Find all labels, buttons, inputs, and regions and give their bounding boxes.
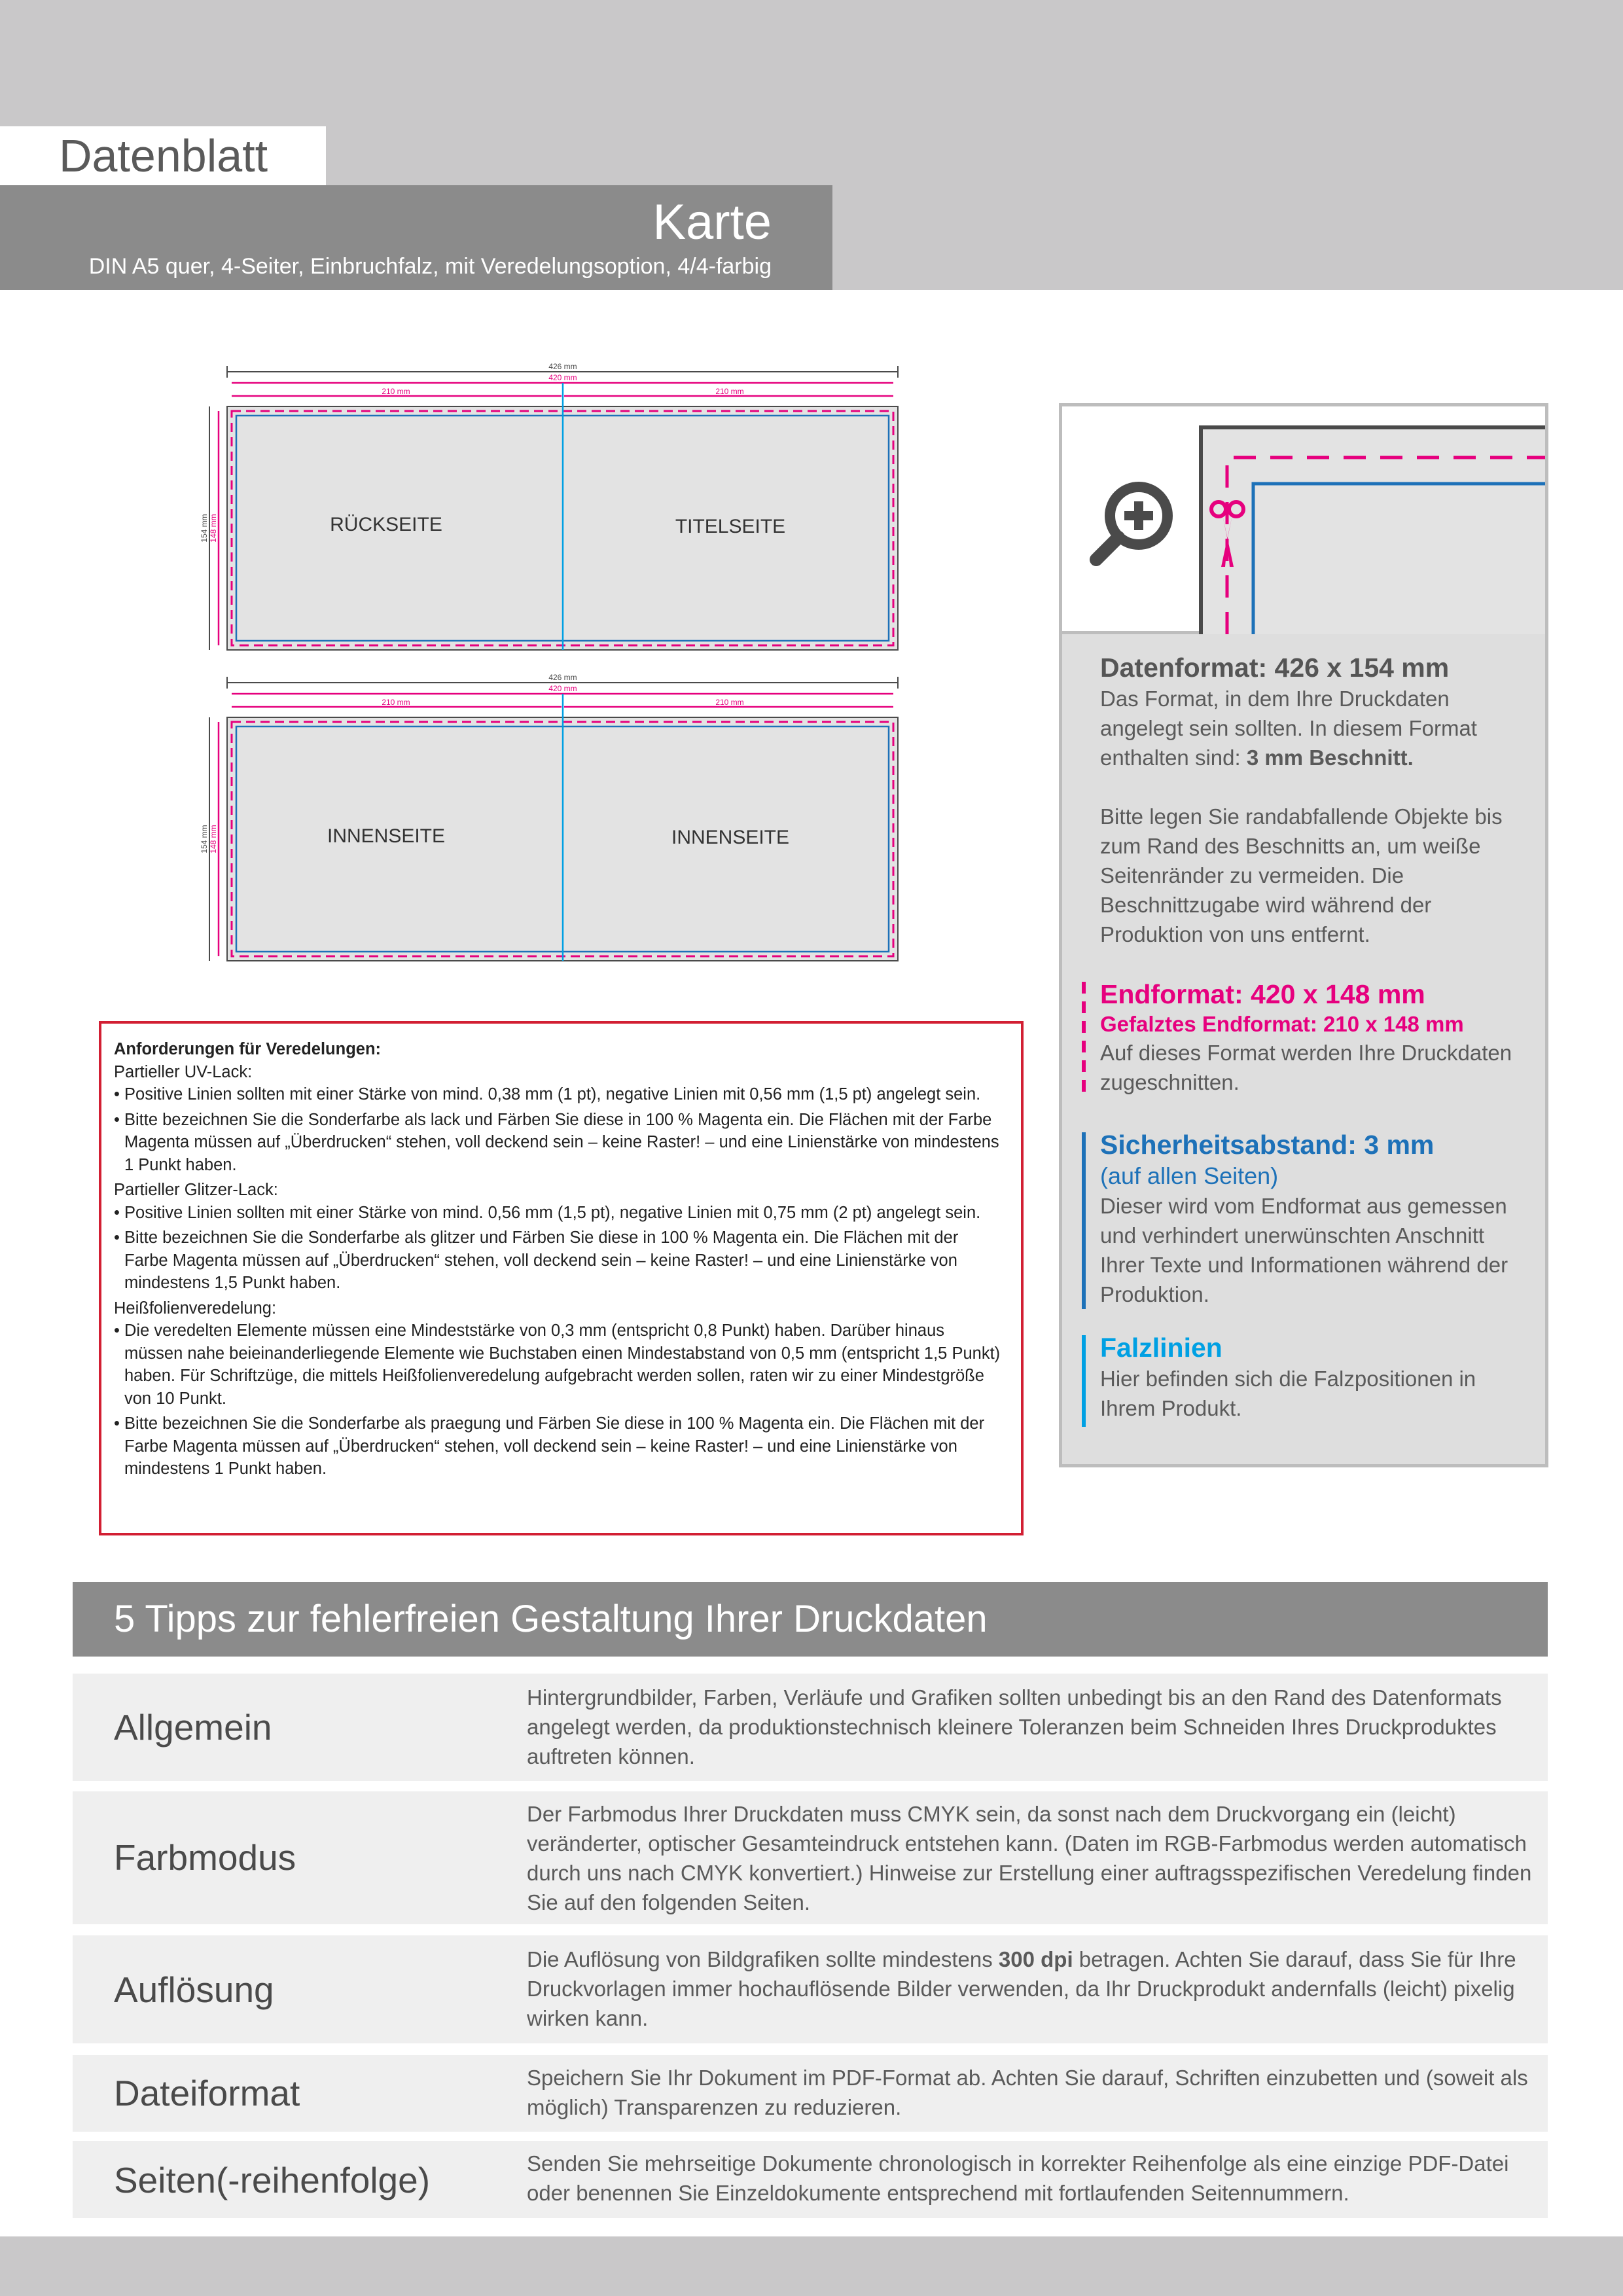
layout-diagram-outside [196,357,916,655]
diagram-svg [196,668,916,965]
sicherheit-title: Sicherheitsabstand: 3 mm [1100,1130,1435,1160]
requirements-box [99,1021,1024,1535]
panel-label-left: INNENSEITE [327,825,446,847]
legend-endformat [1100,978,1519,1097]
tip-text-farbmodus: Der Farbmodus Ihrer Druckdaten muss CMYK sein, da sonst nach dem Druckvorgang ein (leicht) veränderter, optischer Gesamteindruck entstehen kann. (Daten im RGB-Farbmodus werden automatisch durch uns nach CMYK konvertiert.) Hinweise zur Erstellung einer auftragsspezifischen Veredelung finden Sie auf den folgenden Seiten. [527,1802,1532,1914]
legend-illustration [1062,406,1545,634]
dim-half-width-left: 210 mm [382,698,410,707]
datenformat-note: Bitte legen Sie randabfallende Objekte bis zum Rand des Beschnitts an, um weiße Seitenränder zu vermeiden. Die Beschnittzugabe wird während der Produktion von uns entfernt. [1100,804,1503,946]
glitzer-title: Partieller Glitzer-Lack: [114,1181,278,1199]
sicherheit-marker [1082,1132,1086,1309]
legend-datenformat [1100,651,1519,949]
tip-row-aufloesung [73,1935,1548,2043]
sicherheit-sub: (auf allen Seiten) [1100,1162,1279,1189]
dim-inner-width: 420 mm [548,373,577,382]
title-band [0,185,832,290]
legend-panel [1059,403,1548,1467]
dim-inner-width: 420 mm [548,684,577,693]
tip-text-dateiformat: Speichern Sie Ihr Dokument im PDF-Format ab. Achten Sie darauf, Schriften einzubetten und (soweit als möglich) Transparenzen zu reduzieren. [527,2066,1528,2119]
dim-half-width-left: 210 mm [382,387,410,396]
requirements-title: Anforderungen für Veredelungen: [114,1040,382,1058]
datenformat-title: Datenformat: 426 x 154 mm [1100,653,1450,683]
product-subtitle: DIN A5 quer, 4-Seiter, Einbruchfalz, mit Veredelungsoption, 4/4-farbig [88,254,772,279]
uv-item-2: • Bitte bezeichnen Sie die Sonderfarbe als lack und Färben Sie diese in 100 % Magenta ein. Die Flächen mit der Farbe Magenta müssen auf „Überdrucken“ stehen, voll deckend sein – keine Raster! – und eine Linienstärke von mindestens 1 Punkt haben. [114,1110,999,1174]
dim-outer-height: 154 mm [200,825,209,853]
panel-label-left: RÜCKSEITE [330,514,442,535]
product-title: Karte [652,194,772,250]
endformat-sub: Gefalztes Endformat: 210 x 148 mm [1100,1012,1464,1036]
tip-row-allgemein [73,1674,1548,1781]
footer-band [0,2236,1623,2296]
sicherheit-text: Dieser wird vom Endformat aus gemessen und verhindert unerwünschten Anschnitt Ihrer Texte und Informationen während der Produktion. [1100,1194,1508,1306]
dim-outer-width: 426 mm [548,362,577,371]
datenblatt-label: Datenblatt [59,130,268,181]
endformat-title: Endformat: 420 x 148 mm [1100,979,1425,1009]
zoom-in-icon [1096,487,1168,560]
corner-illustration [1062,406,1545,634]
datenformat-text-a: Das Format, in dem Ihre Druckdaten angelegt sein sollten. In diesem Format enthalten sind: [1100,687,1477,770]
uv-item-1: • Positive Linien sollten mit einer Stärke von mind. 0,38 mm (1 pt), negative Linien mit 0,56 mm (1,5 pt) angelegt sein. [114,1085,981,1103]
tip-row-farbmodus [73,1791,1548,1924]
heiss-title: Heißfolienveredelung: [114,1299,277,1318]
dim-inner-height: 148 mm [209,514,218,543]
dim-half-width-right: 210 mm [715,387,744,396]
uv-title: Partieller UV-Lack: [114,1062,253,1081]
tip-row-dateiformat [73,2055,1548,2132]
tips-heading-bar [73,1582,1548,1657]
tip-label-dateiformat: Dateiformat [114,2073,300,2113]
aufloesung-text-a: Die Auflösung von Bildgrafiken sollte mindestens [527,1947,999,1971]
falzlinien-title: Falzlinien [1100,1333,1222,1363]
tip-label-seiten: Seiten(-reihenfolge) [114,2160,431,2200]
tip-label-allgemein: Allgemein [114,1707,272,1748]
panel-label-right: TITELSEITE [675,516,786,537]
tip-label-farbmodus: Farbmodus [114,1837,296,1878]
diagram-svg [196,357,916,655]
glitzer-item-1: • Positive Linien sollten mit einer Stärke von mind. 0,56 mm (1,5 pt), negative Linien mit 0,75 mm (2 pt) angelegt sein. [114,1203,981,1222]
dim-inner-height: 148 mm [209,825,218,853]
aufloesung-text-c: betragen. Achten Sie darauf, dass Sie für Ihre Druckvorlagen immer hochauflösende Bilder verwenden, da Ihr Druckprodukt andernfalls (leicht) pixelig wirken kann. [527,1947,1516,2030]
tip-text-aufloesung [527,1945,1535,2033]
heiss-item-1: • Die veredelten Elemente müssen eine Mindeststärke von 0,3 mm (entspricht 0,8 Punkt) haben. Darüber hinaus müssen nahe beieinanderliegende Elemente wie Buchstaben einen Mindestabstand von 0,5 mm (entspricht 1,5 Punkt) haben. Für Schriftzüge, die mittels Heißfolienveredelung aufgebracht werden sollen, raten wir zu einer Mindestgröße von 10 Punkt. [114,1321,1001,1408]
dim-half-width-right: 210 mm [715,698,744,707]
datenformat-text [1100,684,1519,772]
legend-text [1100,651,1519,1423]
tip-label-aufloesung: Auflösung [114,1969,274,2010]
datenformat-text-bold: 3 mm Beschnitt. [1246,745,1414,770]
layout-diagram-inside [196,668,916,965]
tips-heading: 5 Tipps zur fehlerfreien Gestaltung Ihrer Druckdaten [114,1598,988,1640]
dim-outer-height: 154 mm [200,514,209,543]
tip-text-allgemein: Hintergrundbilder, Farben, Verläufe und Grafiken sollten unbedingt bis an den Rand des Datenformats angelegt werden, da produktionstechnisch kleinere Toleranzen beim Schneiden Ihres Druckproduktes auftreten können. [527,1685,1502,1768]
legend-sicherheit [1100,1128,1519,1309]
falzlinien-marker [1082,1335,1086,1427]
heiss-item-2: • Bitte bezeichnen Sie die Sonderfarbe als praegung und Färben Sie diese in 100 % Magenta ein. Die Flächen mit der Farbe Magenta müssen auf „Überdrucken“ stehen, voll deckend sein – keine Raster! – und eine Linienstärke von mindestens 1 Punkt haben. [114,1414,985,1478]
tip-text-seiten: Senden Sie mehrseitige Dokumente chronologisch in korrekter Reihenfolge als eine einzige PDF-Datei oder benennen Sie Einzeldokumente entsprechend mit fortlaufenden Seitennummern. [527,2151,1509,2205]
legend-falzlinien [1100,1331,1519,1423]
tip-row-seiten [73,2141,1548,2218]
panel-label-right: INNENSEITE [671,827,790,848]
glitzer-item-2: • Bitte bezeichnen Sie die Sonderfarbe als glitzer und Färben Sie diese in 100 % Magenta ein. Die Flächen mit der Farbe Magenta müssen auf „Überdrucken“ stehen, voll deckend sein – keine Raster! – und eine Linienstärke von mindestens 1,5 Punkt haben. [114,1229,959,1292]
falzlinien-text: Hier befinden sich die Falzpositionen in Ihrem Produkt. [1100,1367,1476,1420]
dim-outer-width: 426 mm [548,673,577,682]
endformat-marker [1082,982,1086,1100]
aufloesung-text-bold: 300 dpi [998,1947,1073,1971]
endformat-text: Auf dieses Format werden Ihre Druckdaten zugeschnitten. [1100,1041,1512,1094]
